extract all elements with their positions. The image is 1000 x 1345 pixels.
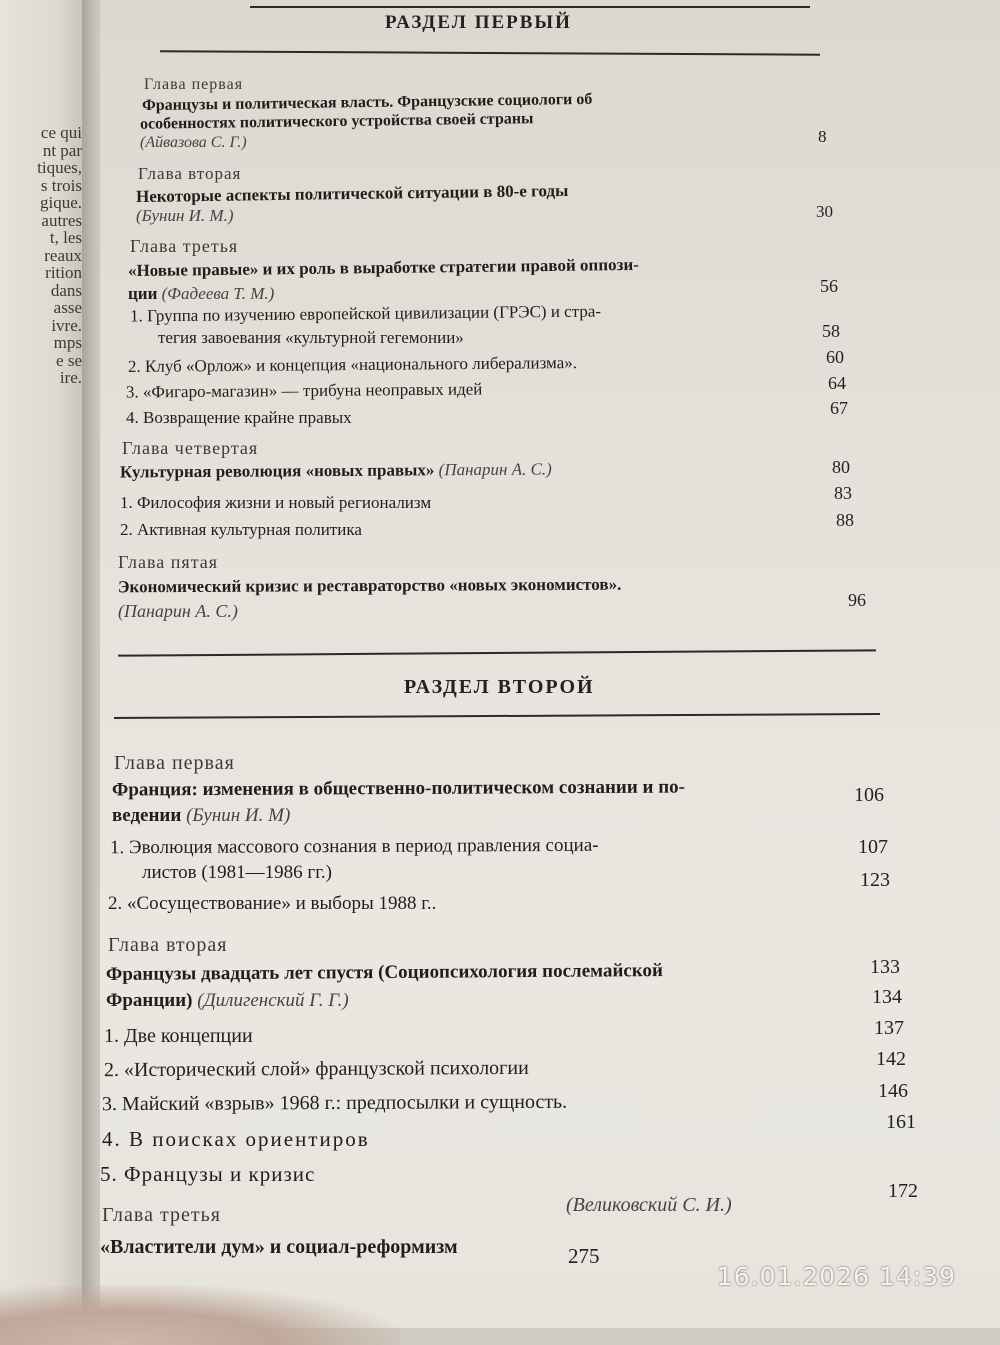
s1-ch3-item4: 4. Возвращение крайне правых (126, 408, 352, 427)
s2-ch1-item2-page: 123 (860, 869, 890, 891)
s1-ch3-item1-a: 1. Группа по изучению европейской цивилизации (ГРЭС) и стра- (129, 301, 602, 326)
s2-ch2-title-a: Французы двадцать лет спустя (Социопсихология послемайской (105, 960, 664, 985)
s2-ch1-page: 106 (854, 784, 884, 806)
s1-ch3-title-a: «Новые правые» и их роль в выработке стратегии правой оппози- (127, 254, 639, 281)
finger-shadow (0, 1285, 400, 1345)
s2-ch2-item3-page: 142 (876, 1048, 906, 1070)
s2-ch1-item2: 2. «Сосуществование» и выборы 1988 г.. (108, 893, 437, 914)
s1-ch2-page: 30 (816, 202, 833, 221)
s1-ch1-page: 8 (818, 127, 827, 146)
s1-ch4-title: Культурная революция «новых правых» (119, 460, 435, 482)
left-page-line: e se (56, 350, 82, 370)
s2-ch2-item5: 5. Французы и кризис (100, 1162, 316, 1186)
s2-ch3-title: «Властители дум» и социал-реформизм (100, 1236, 458, 1258)
s2-ch2-item1-page: 134 (872, 986, 902, 1008)
s2-ch1-item1-b: листов (1981—1986 гг.) (142, 862, 332, 883)
s1-ch5-page: 96 (848, 590, 866, 610)
photo-timestamp: 16.01.2026 14:39 (716, 1262, 956, 1291)
s1-ch3-item1-b: тегия завоевания «культурной гегемонии» (158, 328, 464, 347)
s1-ch3-title-b (128, 284, 274, 304)
left-page-text (4, 124, 82, 387)
s1-ch2-label: Глава вторая (138, 164, 242, 183)
left-page (0, 0, 82, 1328)
left-page-line: nt par (42, 140, 82, 160)
left-page-line: dans (50, 280, 82, 300)
left-page-line: ce qui (40, 123, 82, 142)
left-page-line: s trois (40, 175, 82, 195)
left-page-line: asse (53, 298, 82, 317)
s1-ch3-author: (Фадеева Т. М.) (161, 284, 275, 303)
s2-ch1-title-a: Франция: изменения в общественно-политическом сознании и по- (111, 776, 686, 801)
s1-ch4-item1-page: 83 (834, 483, 852, 503)
s2-ch2-item2: 2. «Исторический слой» французской психологии (103, 1056, 529, 1082)
s2-ch2-item3: 3. Майский «взрыв» 1968 г.: предпосылки и сущность. (101, 1090, 568, 1116)
s2-ch1-label: Глава первая (114, 752, 235, 774)
s1-ch1-title-b: особенностях политического устройства своей страны (139, 110, 534, 133)
contents-page (100, 0, 1000, 1328)
left-page-line: tiques, (37, 158, 82, 177)
left-page-line: reaux (44, 245, 82, 265)
s1-ch3-item3: 3. «Фигаро-магазин» — трибуна неоправых идей (125, 379, 483, 402)
s1-ch5-author: (Панарин А. С.) (118, 601, 238, 621)
top-rule (250, 6, 810, 8)
s1-ch4-author: (Панарин А. С.) (438, 459, 552, 480)
s1-ch4-item2-page: 88 (836, 510, 854, 530)
section2-rule (114, 713, 880, 719)
s2-ch2-title-b-line (106, 990, 349, 1012)
left-page-line: gique. (39, 193, 82, 212)
s1-ch3-item2-page: 60 (826, 347, 844, 367)
left-page-line: ivre. (51, 315, 82, 335)
s2-ch2-title-b: Франции) (106, 990, 193, 1011)
s1-ch1-title-a: Французы и политическая власть. Французские социологи об (141, 90, 593, 115)
s2-ch1-title-b: ведении (112, 805, 182, 826)
s2-ch2-label: Глава вторая (108, 934, 228, 956)
s1-ch4-item2: 2. Активная культурная политика (120, 520, 362, 539)
s1-ch2-author: (Бунин И. М.) (136, 206, 234, 225)
section1-rule (160, 50, 820, 55)
left-page-line: ire. (59, 368, 82, 387)
s1-ch4-label: Глава четвертая (122, 438, 259, 458)
s1-ch4-page: 80 (832, 457, 850, 477)
s1-ch3-item2: 2. Клуб «Орлож» и концепция «национального либерализма». (127, 353, 578, 376)
s1-ch5-title: Экономический кризис и реставраторство «новых экономистов». (117, 574, 622, 597)
s2-ch2-author: (Дилигенский Г. Г.) (197, 990, 349, 1011)
s1-ch3-item3-page: 64 (828, 373, 846, 393)
s1-ch3-title-b-text: ции (128, 284, 158, 303)
s2-ch2-item4-page: 146 (878, 1080, 908, 1102)
s1-ch1-author: (Айвазова С. Г.) (140, 134, 247, 151)
s2-ch3-page: 172 (888, 1180, 918, 1202)
s2-ch1-title-b-line (112, 805, 290, 827)
left-page-line: rition (45, 263, 82, 282)
s1-ch3-item1-page: 58 (822, 321, 840, 341)
s2-ch2-item4: 4. В поисках ориентиров (102, 1127, 370, 1151)
left-page-line: t, les (49, 228, 82, 247)
s2-ch2-item1: 1. Две концепции (104, 1025, 253, 1047)
page-number: 275 (568, 1244, 600, 1268)
s1-ch5-label: Глава пятая (118, 552, 219, 572)
s1-ch2-title: Некоторые аспекты политической ситуации в 80-е годы (135, 180, 569, 207)
s1-ch4-item1: 1. Философия жизни и новый регионализм (120, 493, 432, 512)
s2-ch2-item5-page: 161 (886, 1111, 916, 1133)
s1-ch3-item4-page: 67 (830, 398, 848, 418)
s2-ch3-label: Глава третья (102, 1204, 221, 1226)
s2-ch1-item1-page: 107 (858, 836, 888, 858)
left-page-line: autres (41, 210, 82, 230)
s2-ch1-item1-a: 1. Эволюция массового сознания в период правления социа- (109, 834, 599, 859)
s1-ch4-title-line (120, 459, 552, 482)
s2-ch1-author: (Бунин И. М) (186, 805, 291, 826)
s1-ch3-label: Глава третья (130, 236, 239, 256)
section2-title: РАЗДЕЛ ВТОРОЙ (404, 676, 595, 698)
s2-ch2-item2-page: 137 (874, 1017, 904, 1039)
s1-ch1-label: Глава первая (144, 76, 244, 93)
s2-ch2-page: 133 (870, 956, 900, 978)
left-page-line: mps (53, 333, 82, 352)
s1-ch3-page: 56 (820, 276, 838, 296)
section1-title: РАЗДЕЛ ПЕРВЫЙ (385, 12, 572, 33)
section2-top-rule (118, 649, 876, 656)
s2-ch3-author: (Великовский С. И.) (566, 1194, 732, 1216)
